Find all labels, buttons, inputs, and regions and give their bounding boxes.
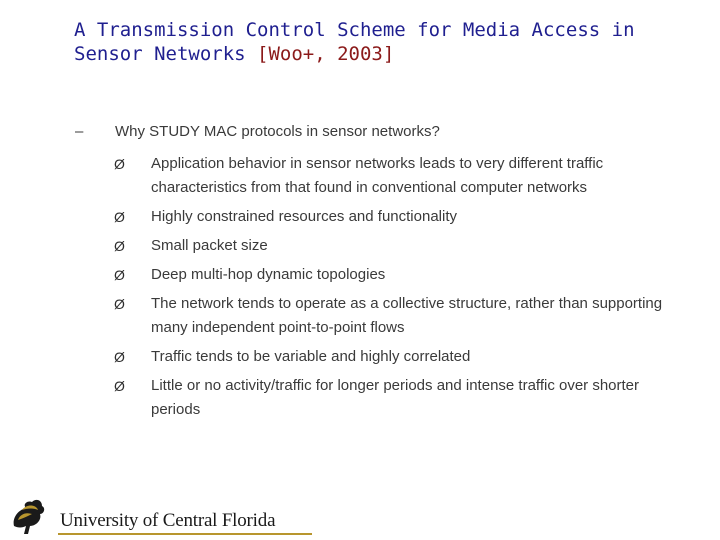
bullet-list xyxy=(114,152,674,427)
logo-underline xyxy=(58,533,312,535)
level1-text: Why STUDY MAC protocols in sensor networks? xyxy=(115,123,440,140)
bullet-text: Deep multi-hop dynamic topologies xyxy=(151,266,386,283)
arrow-bullet-icon: Ø xyxy=(114,156,125,172)
bullet-text: Traffic tends to be variable and highly correlated xyxy=(151,348,471,365)
bullet-item xyxy=(114,152,674,200)
dash-marker: – xyxy=(75,123,84,140)
slide-title xyxy=(74,18,694,66)
arrow-bullet-icon: Ø xyxy=(114,209,125,225)
bullet-text: Application behavior in sensor networks leads to very different traffic characteristics from that found in conventional computer networks xyxy=(151,155,604,196)
bullet-text: Small packet size xyxy=(151,237,268,254)
title-citation: [Woo+, 2003] xyxy=(257,43,395,65)
bullet-item xyxy=(114,374,674,422)
bullet-item xyxy=(114,345,674,369)
bullet-text: Little or no activity/traffic for longer periods and intense traffic over shorter periods xyxy=(151,377,640,418)
arrow-bullet-icon: Ø xyxy=(114,267,125,283)
ucf-logo xyxy=(8,496,318,536)
arrow-bullet-icon: Ø xyxy=(114,349,125,365)
bullet-item xyxy=(114,263,674,287)
arrow-bullet-icon: Ø xyxy=(114,238,125,254)
title-main: A Transmission Control Scheme for Media Access in Sensor Networks xyxy=(74,19,635,65)
bullet-text: Highly constrained resources and functionality xyxy=(151,208,457,225)
pegasus-icon xyxy=(8,496,50,538)
bullet-item xyxy=(114,205,674,229)
bullet-item xyxy=(114,292,674,340)
arrow-bullet-icon: Ø xyxy=(114,296,125,312)
bullet-item xyxy=(114,234,674,258)
arrow-bullet-icon: Ø xyxy=(114,378,125,394)
university-wordmark: University of Central Florida xyxy=(60,510,276,531)
bullet-text: The network tends to operate as a collective structure, rather than supporting many independent point-to-point flows xyxy=(151,295,663,336)
